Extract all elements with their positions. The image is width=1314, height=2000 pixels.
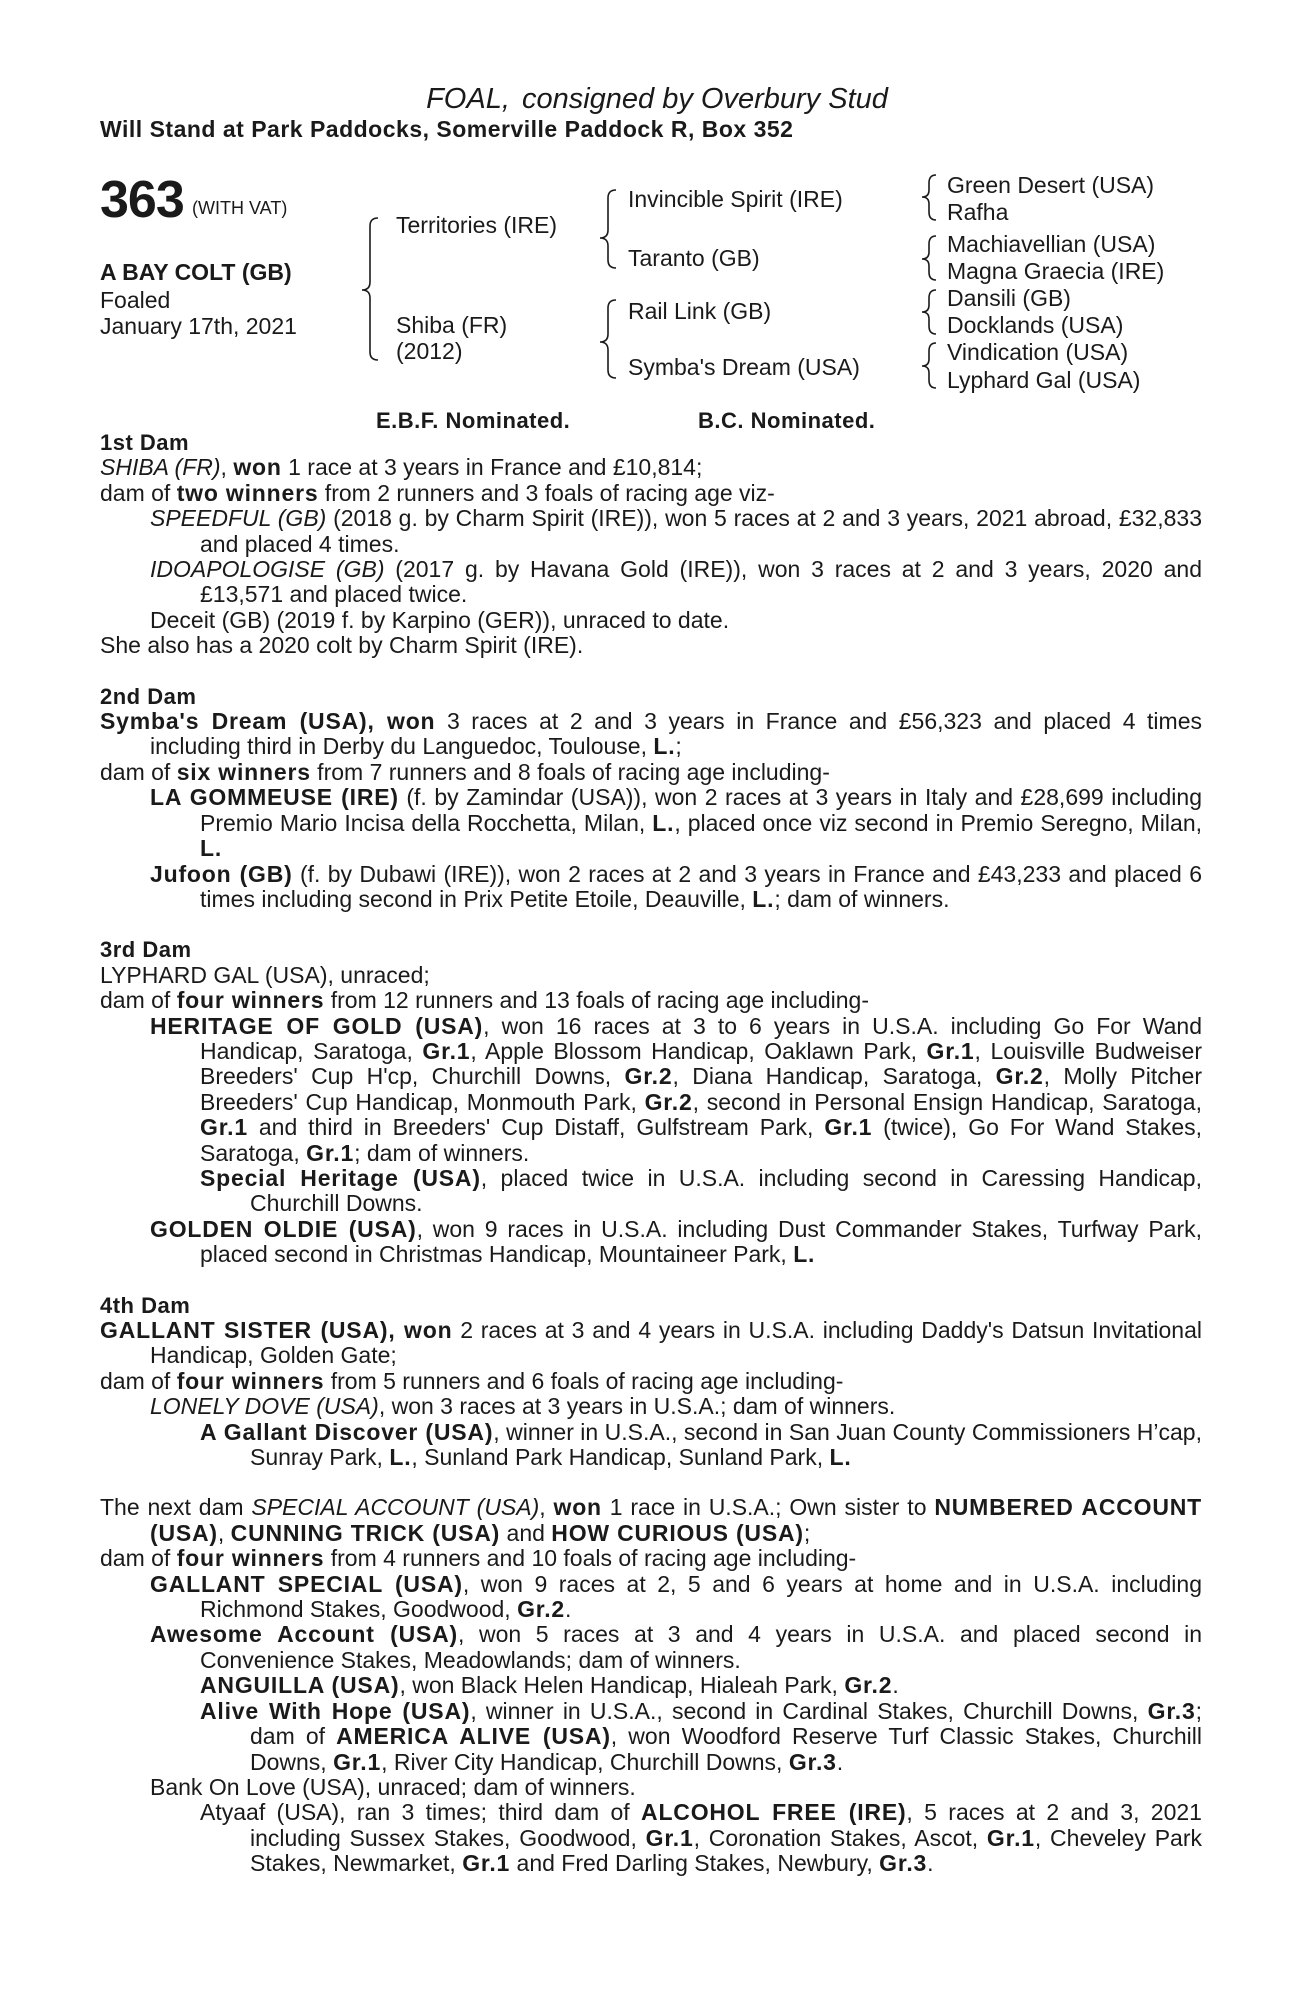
foal-label: FOAL,: [426, 83, 510, 115]
first-dam-also: She also has a 2020 colt by Charm Spirit (IRE).: [100, 632, 584, 659]
dd-sire: Vindication (USA): [947, 339, 1129, 365]
produce-awesome-account: Awesome Account (USA), won 5 races at 3 and 4 years in U.S.A. and placed second in Convenience Stakes, Meadowlands; dam of winners.: [150, 1621, 1202, 1673]
second-dam-produce: dam of six winners from 7 runners and 8 foals of racing age including-: [100, 758, 830, 785]
first-dam-name: SHIBA (FR): [100, 454, 221, 481]
third-dam-produce: dam of four winners from 12 runners and 13 foals of racing age including-: [100, 987, 869, 1014]
sire-name: Territories (IRE): [396, 212, 558, 238]
produce-anguilla: ANGUILLA (USA), won Black Helen Handicap, Hialeah Park, Gr.2.: [200, 1672, 899, 1699]
produce-atyaaf: Atyaaf (USA), ran 3 times; third dam of ALCOHOL FREE (IRE), 5 races at 2 and 3, 2021 including Sussex Stakes, Goodwood, Gr.1, Coronation Stakes, Ascot, Gr.1, Cheveley Park Stakes, Newmarket, Gr.1 and Fred Darling Stakes, Newbury, Gr.3.: [200, 1799, 1202, 1877]
ebf-nomination: E.B.F. Nominated.: [376, 408, 571, 433]
first-dam-produce: dam of two winners from 2 runners and 3 foals of racing age viz-: [100, 479, 775, 506]
first-dam-heading: 1st Dam: [100, 430, 190, 455]
produce-idoapologise: IDOAPOLOGISE (GB) (2017 g. by Havana Gold (IRE)), won 3 races at 2 and 3 years, 2020 and £13,571 and placed twice.: [150, 556, 1202, 608]
next-dam-produce: dam of four winners from 4 runners and 10 foals of racing age including-: [100, 1545, 857, 1572]
sire-sire: Invincible Spirit (IRE): [628, 186, 843, 212]
ss-sire: Green Desert (USA): [947, 172, 1155, 198]
foaled-label: Foaled: [100, 287, 171, 313]
ds-sire: Dansili (GB): [947, 285, 1071, 311]
produce-heritage-of-gold: HERITAGE OF GOLD (USA), won 16 races at 3 to 6 years in U.S.A. including Go For Wand Handicap, Saratoga, Gr.1, Apple Blossom Handicap, Oaklawn Park, Gr.1, Louisville Budweiser Breeders' Cup H'cp, Churchill Downs, Gr.2, Diana Handicap, Saratoga, Gr.2, Molly Pitcher Breeders' Cup Handicap, Monmouth Park, Gr.2, second in Personal Ensign Handicap, Saratoga, Gr.1 and third in Breeders' Cup Distaff, Gulfstream Park, Gr.1 (twice), Go For Wand Stakes, Saratoga, Gr.1; dam of winners.: [150, 1012, 1203, 1166]
produce-golden-oldie: GOLDEN OLDIE (USA), won 9 races in U.S.A. including Dust Commander Stakes, Turfway Park, placed second in Christmas Handicap, Mountaineer Park, L.: [150, 1215, 1202, 1268]
produce-special-heritage: Special Heritage (USA), placed twice in U.S.A. including second in Caressing Handicap, Churchill Downs.: [200, 1164, 1202, 1217]
stand-location: Will Stand at Park Paddocks, Somerville Paddock R, Box 352: [100, 116, 794, 142]
vat-note: (WITH VAT): [192, 198, 288, 218]
produce-gallant-special: GALLANT SPECIAL (USA), won 9 races at 2, 5 and 6 years at home and in U.S.A. including Richmond Stakes, Goodwood, Gr.2.: [150, 1570, 1202, 1623]
produce-speedful: SPEEDFUL (GB) (2018 g. by Charm Spirit (IRE)), won 5 races at 2 and 3 years, 2021 abroad, £32,833 and placed 4 times.: [150, 505, 1202, 557]
lot-number: 363: [100, 171, 184, 229]
dam-name: Shiba (FR): [396, 312, 508, 338]
next-dam-record: The next dam SPECIAL ACCOUNT (USA), won 1 race in U.S.A.; Own sister to NUMBERED ACCOUNT (USA), CUNNING TRICK (USA) and HOW CURIOUS (USA);: [100, 1494, 1203, 1546]
ds-dam: Docklands (USA): [947, 312, 1124, 338]
produce-jufoon: Jufoon (GB) (f. by Dubawi (IRE)), won 2 races at 2 and 3 years in France and £43,233 and placed 6 times including second in Prix Petite Etoile, Deauville, L.; dam of winners.: [150, 860, 1202, 912]
produce-deceit: Deceit (GB) (2019 f. by Karpino (GER)), unraced to date.: [150, 606, 730, 633]
dam-dam: Symba's Dream (USA): [628, 354, 860, 380]
first-dam-record: SHIBA (FR), won 1 race at 3 years in France and £10,814;: [100, 454, 703, 481]
produce-alive-with-hope: Alive With Hope (USA), winner in U.S.A., second in Cardinal Stakes, Churchill Downs, Gr.3; dam of AMERICA ALIVE (USA), won Woodford Reserve Turf Classic Stakes, Churchill Downs, Gr.1, River City Handicap, Churchill Downs, Gr.3.: [200, 1697, 1202, 1775]
sd-dam: Magna Graecia (IRE): [947, 258, 1165, 284]
dam-sire: Rail Link (GB): [628, 298, 772, 324]
foaled-date: January 17th, 2021: [100, 313, 297, 339]
produce-la-gommeuse: LA GOMMEUSE (IRE) (f. by Zamindar (USA)), won 2 races at 3 years in Italy and £28,699 including Premio Mario Incisa della Rocchetta, Milan, L., placed once viz second in Premio Seregno, Milan, L.: [150, 784, 1203, 862]
dam-year: (2012): [396, 338, 463, 364]
produce-lonely-dove: LONELY DOVE (USA), won 3 races at 3 years in U.S.A.; dam of winners.: [150, 1393, 896, 1420]
produce-bank-on-love: Bank On Love (USA), unraced; dam of winners.: [150, 1773, 636, 1800]
pedigree-notes: [100, 430, 1202, 1877]
sire-dam: Taranto (GB): [628, 245, 760, 271]
fourth-dam-record: GALLANT SISTER (USA), won 2 races at 3 and 4 years in U.S.A. including Daddy's Datsun Invitational Handicap, Golden Gate;: [100, 1317, 1202, 1369]
fourth-dam-produce: dam of four winners from 5 runners and 6 foals of racing age including-: [100, 1367, 844, 1394]
lot-description: A BAY COLT (GB): [100, 259, 292, 285]
second-dam-heading: 2nd Dam: [100, 683, 197, 709]
dd-dam: Lyphard Gal (USA): [947, 367, 1141, 393]
second-dam-record: Symba's Dream (USA), won 3 races at 2 and 3 years in France and £56,323 and placed 4 times including third in Derby du Languedoc, Toulouse, L.;: [100, 708, 1202, 760]
produce-a-gallant-discover: A Gallant Discover (USA), winner in U.S.A., second in San Juan County Commissioners H’cap, Sunray Park, L., Sunland Park Handicap, Sunland Park, L.: [200, 1418, 1202, 1471]
bc-nomination: B.C. Nominated.: [698, 408, 876, 433]
sd-sire: Machiavellian (USA): [947, 231, 1156, 257]
third-dam-heading: 3rd Dam: [100, 937, 192, 963]
ss-dam: Rafha: [947, 199, 1009, 225]
consignor: consigned by Overbury Stud: [521, 83, 888, 115]
third-dam-record: LYPHARD GAL (USA), unraced;: [100, 961, 430, 988]
fourth-dam-heading: 4th Dam: [100, 1292, 191, 1318]
